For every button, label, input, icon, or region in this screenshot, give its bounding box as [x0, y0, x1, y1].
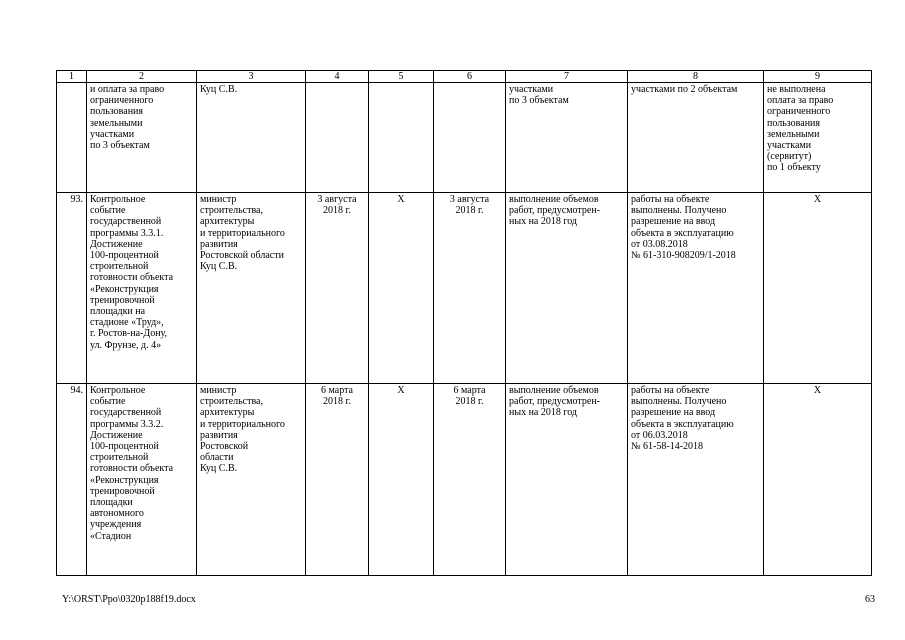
notes-cell: Х	[764, 384, 872, 576]
table-row	[57, 384, 872, 576]
row-number	[57, 83, 87, 193]
planned-result-cell: участками по 3 объектам	[506, 83, 628, 193]
col-header-1: 1	[57, 71, 87, 83]
col-header-6: 6	[434, 71, 506, 83]
col5-cell	[369, 83, 434, 193]
planned-date-cell: 3 августа 2018 г.	[306, 193, 369, 384]
actual-date-cell: 6 марта 2018 г.	[434, 384, 506, 576]
col-header-4: 4	[306, 71, 369, 83]
col-header-5: 5	[369, 71, 434, 83]
footer-page-number: 63	[865, 594, 875, 605]
actual-result-cell: работы на объекте выполнены. Получено разрешение на ввод объекта в эксплуатацию от 06.03.2018 № 61-58-14-2018	[628, 384, 764, 576]
document-table	[56, 70, 872, 576]
event-cell: Контрольное событие государственной программы 3.3.1. Достижение 100-процентной строительной готовности объекта «Реконструкция тренировочной площадки на стадионе «Труд», г. Ростов-на-Дону, ул. Фрунзе, д. 4»	[87, 193, 197, 384]
col5-cell: Х	[369, 384, 434, 576]
actual-result-cell: участками по 2 объектам	[628, 83, 764, 193]
col-header-7: 7	[506, 71, 628, 83]
col-header-8: 8	[628, 71, 764, 83]
row-number: 93.	[57, 193, 87, 384]
planned-date-cell: 6 марта 2018 г.	[306, 384, 369, 576]
row-number: 94.	[57, 384, 87, 576]
footer-file-path: Y:\ORST\Ppo\0320p188f19.docx	[62, 594, 196, 605]
col-header-3: 3	[197, 71, 306, 83]
planned-result-cell: выполнение объемов работ, предусмотрен- ных на 2018 год	[506, 384, 628, 576]
actual-date-cell	[434, 83, 506, 193]
notes-cell: Х	[764, 193, 872, 384]
col-header-9: 9	[764, 71, 872, 83]
table-header-row	[57, 71, 872, 83]
col5-cell: Х	[369, 193, 434, 384]
responsible-cell: министр строительства, архитектуры и территориального развития Ростовской области Куц С.В.	[197, 384, 306, 576]
event-cell: и оплата за право ограниченного пользования земельными участками по 3 объектам	[87, 83, 197, 193]
actual-date-cell: 3 августа 2018 г.	[434, 193, 506, 384]
table-row	[57, 193, 872, 384]
planned-result-cell: выполнение объемов работ, предусмотрен- ных на 2018 год	[506, 193, 628, 384]
planned-date-cell	[306, 83, 369, 193]
event-cell: Контрольное событие государственной программы 3.3.2. Достижение 100-процентной строительной готовности объекта «Реконструкция тренировочной площадки автономного учреждения «Стадион	[87, 384, 197, 576]
responsible-cell: министр строительства, архитектуры и территориального развития Ростовской области Куц С.В.	[197, 193, 306, 384]
responsible-cell: Куц С.В.	[197, 83, 306, 193]
notes-cell: не выполнена оплата за право ограниченного пользования земельными участками (сервитут) по 1 объекту	[764, 83, 872, 193]
table-row	[57, 83, 872, 193]
col-header-2: 2	[87, 71, 197, 83]
actual-result-cell: работы на объекте выполнены. Получено разрешение на ввод объекта в эксплуатацию от 03.08.2018 № 61-310-908209/1-2018	[628, 193, 764, 384]
